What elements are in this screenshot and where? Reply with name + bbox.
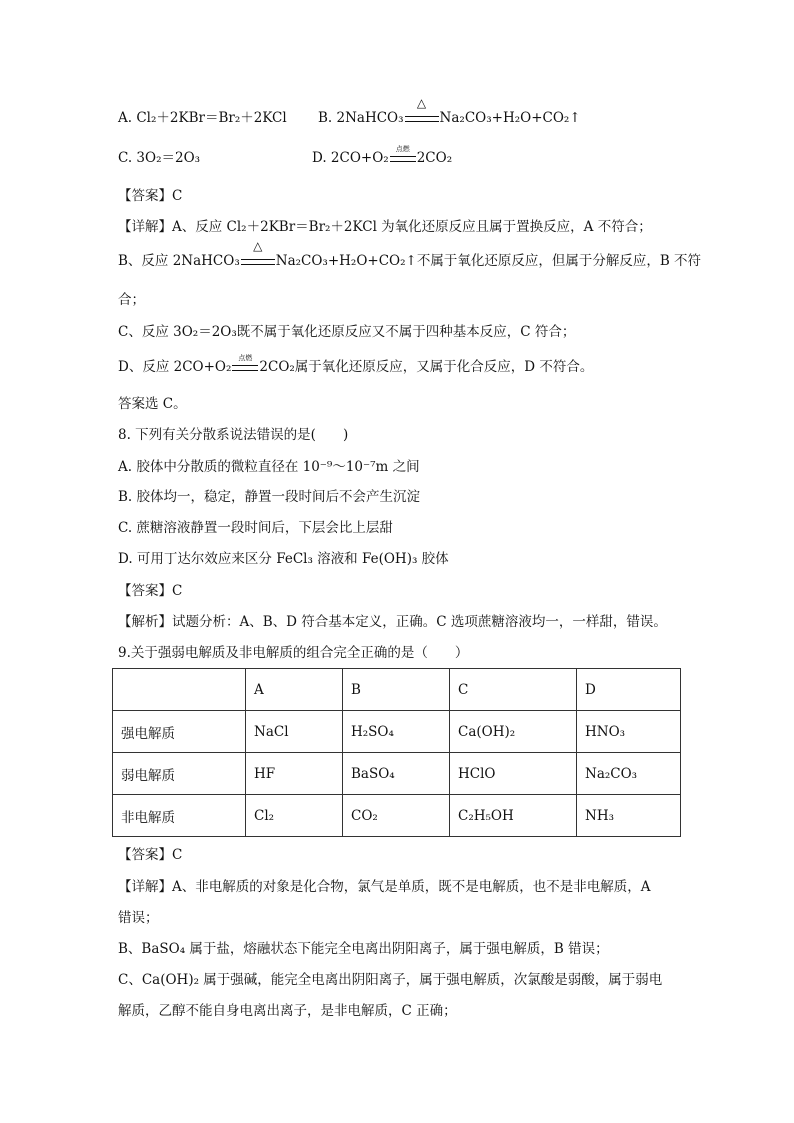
table-row — [113, 753, 681, 795]
table-cell: NH₃ — [577, 795, 681, 837]
table-cell: CO₂ — [343, 795, 450, 837]
q8-option-b: B. 胶体均一，稳定，静置一段时间后不会产生沉淀 — [118, 489, 421, 505]
q9-detail-a2: 错误； — [118, 910, 159, 926]
ignite-arrow — [389, 145, 417, 168]
table-cell: H₂SO₄ — [343, 711, 450, 753]
q7-option-b-products: Na₂CO₃+H₂O+CO₂↑ — [439, 110, 581, 126]
table-row — [113, 795, 681, 837]
table-cell: Na₂CO₃ — [577, 753, 681, 795]
q7-option-c: C. 3O₂＝2O₃ — [118, 150, 201, 166]
q7-option-b-reactant: B. 2NaHCO₃ — [318, 110, 404, 126]
q8-option-d: D. 可用丁达尔效应来区分 FeCl₃ 溶液和 Fe(OH)₃ 胶体 — [118, 551, 449, 567]
q7-detail-d — [118, 354, 594, 377]
electrolyte-table — [112, 668, 681, 837]
q7-detail-d-prefix: D、反应 2CO+O₂ — [118, 359, 232, 375]
table-cell: Ca(OH)₂ — [450, 711, 577, 753]
q7-option-d-reactant: D. 2CO+O₂ — [312, 150, 389, 166]
q7-answer: 【答案】C — [118, 188, 183, 204]
q8-answer: 【答案】C — [118, 583, 183, 599]
q9-detail-c1: C、Ca(OH)₂ 属于强碱，能完全电离出阴阳离子，属于强电解质，次氯酸是弱酸，属于弱电 — [118, 972, 663, 988]
q8-stem: 8. 下列有关分散系说法错误的是( ) — [118, 427, 349, 443]
ignite-condition: 点燃 — [395, 145, 410, 153]
table-header-row — [113, 669, 681, 711]
table-header-cell: C — [450, 669, 577, 711]
q8-option-a: A. 胶体中分散质的微粒直径在 10⁻⁹～10⁻⁷m 之间 — [118, 459, 420, 475]
table-row-label: 强电解质 — [113, 711, 246, 753]
table-cell: NaCl — [246, 711, 343, 753]
table-header-cell: B — [343, 669, 450, 711]
heat-arrow — [240, 239, 276, 271]
table-header-cell: A — [246, 669, 343, 711]
table-row — [113, 711, 681, 753]
q7-detail-b-cont: 合； — [118, 292, 145, 308]
q7-detail-b — [118, 239, 702, 271]
q7-detail-a: 【详解】A、反应 Cl₂＋2KBr＝Br₂＋2KCl 为氧化还原反应且属于置换反应，A 不符合； — [118, 219, 652, 235]
table-cell: HNO₃ — [577, 711, 681, 753]
q8-analysis: 【解析】试题分析：A、B、D 符合基本定义，正确。C 选项蔗糖溶液均一，一样甜，错误。 — [118, 614, 667, 630]
table-header-cell — [113, 669, 246, 711]
q7-option-d — [312, 145, 453, 168]
table-cell: Cl₂ — [246, 795, 343, 837]
ignite-condition: 点燃 — [238, 354, 253, 362]
heat-triangle-icon: △ — [416, 96, 427, 110]
table-cell: BaSO₄ — [343, 753, 450, 795]
table-header-cell: D — [577, 669, 681, 711]
q9-detail-a1: 【详解】A、非电解质的对象是化合物，氯气是单质，既不是电解质，也不是非电解质，A — [118, 879, 651, 895]
q7-option-d-product: 2CO₂ — [416, 150, 453, 166]
q7-detail-c: C、反应 3O₂＝2O₃既不属于氧化还原反应又不属于四种基本反应，C 符合； — [118, 324, 576, 340]
q9-detail-c2: 解质，乙醇不能自身电离出离子，是非电解质，C 正确； — [118, 1003, 457, 1019]
q7-detail-b-suffix: Na₂CO₃+H₂O+CO₂↑不属于氧化还原反应，但属于分解反应，B 不符 — [275, 253, 702, 269]
table-row-label: 弱电解质 — [113, 753, 246, 795]
table-cell: C₂H₅OH — [450, 795, 577, 837]
heat-arrow — [404, 96, 440, 128]
table-cell: HClO — [450, 753, 577, 795]
ignite-arrow — [231, 354, 259, 377]
q7-conclusion: 答案选 C。 — [118, 396, 187, 412]
q7-option-a: A. Cl₂＋2KBr＝Br₂＋2KCl — [118, 110, 287, 126]
table-cell: HF — [246, 753, 343, 795]
q9-stem: 9.关于强弱电解质及非电解质的组合完全正确的是（ ） — [118, 645, 469, 661]
heat-triangle-icon: △ — [253, 239, 263, 253]
q7-option-b — [318, 96, 581, 128]
q9-answer: 【答案】C — [118, 847, 183, 863]
q8-option-c: C. 蔗糖溶液静置一段时间后，下层会比上层甜 — [118, 520, 393, 536]
table-row-label: 非电解质 — [113, 795, 246, 837]
q9-detail-b: B、BaSO₄ 属于盐，熔融状态下能完全电离出阴阳离子，属于强电解质，B 错误； — [118, 941, 609, 957]
q7-detail-b-prefix: B、反应 2NaHCO₃ — [118, 253, 240, 269]
q7-detail-d-suffix: 2CO₂属于氧化还原反应，又属于化合反应，D 不符合。 — [259, 359, 594, 375]
